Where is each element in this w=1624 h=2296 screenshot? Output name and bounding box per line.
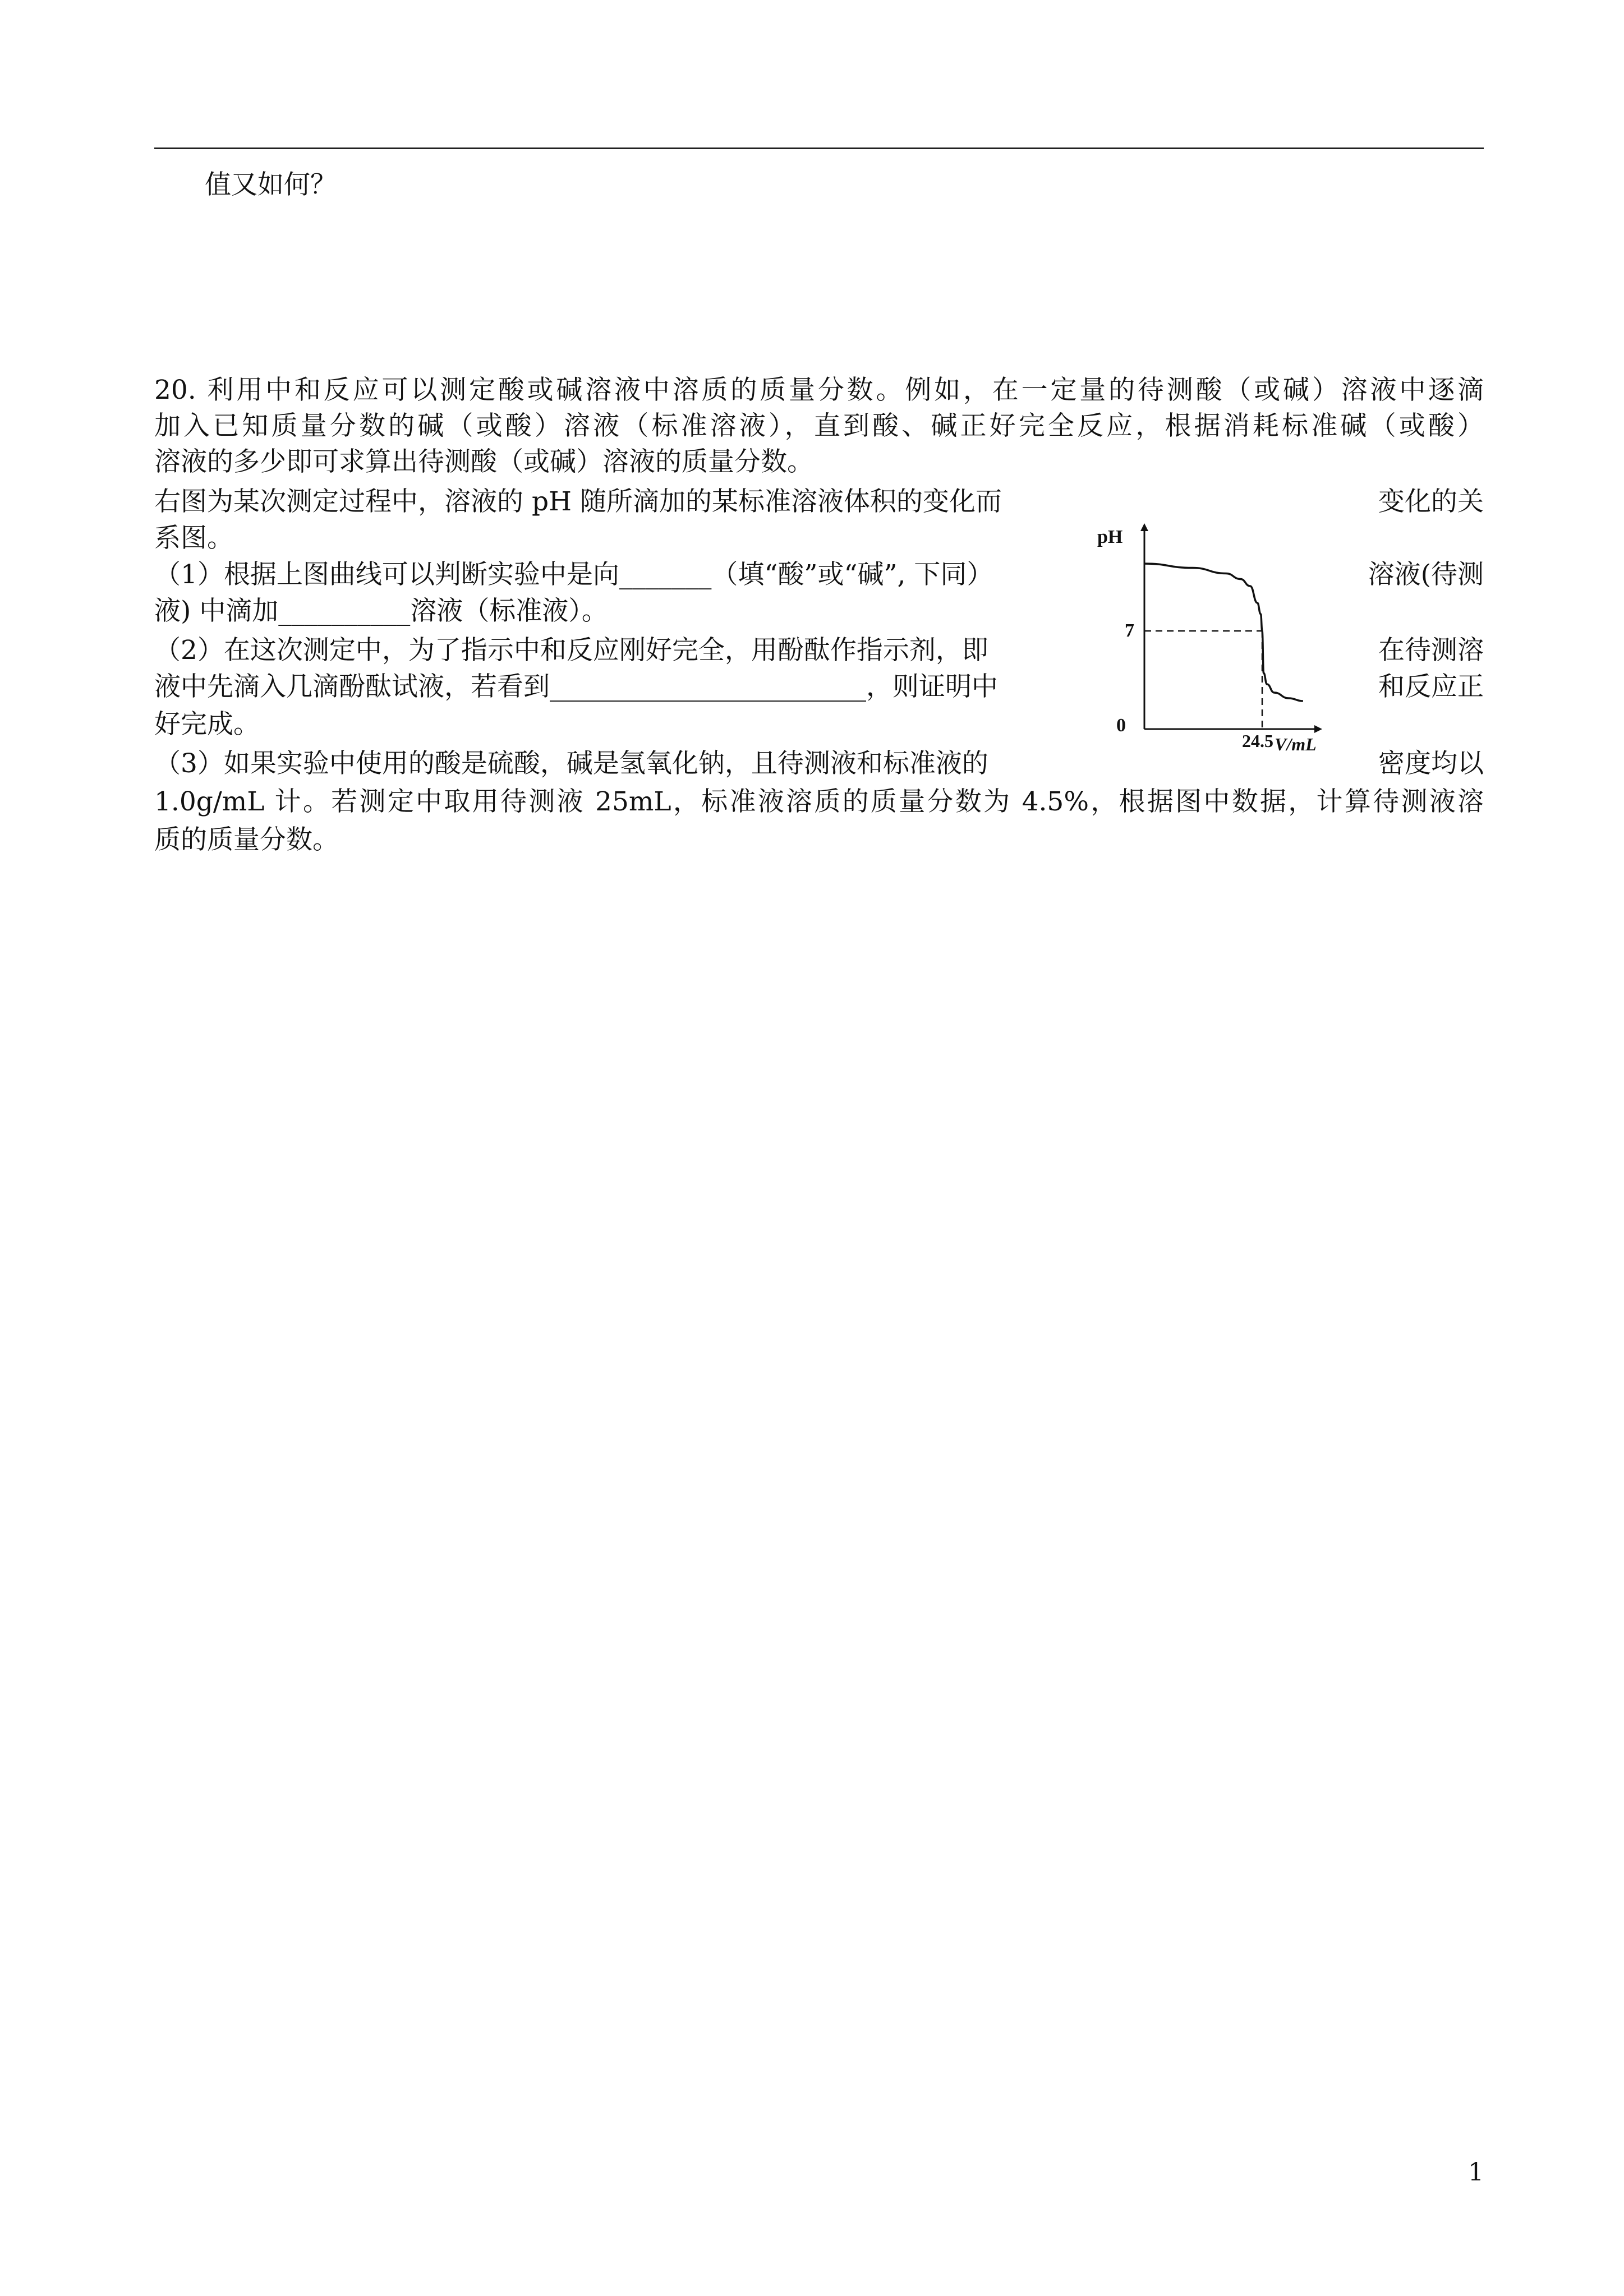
y-axis-label: pH — [1097, 527, 1123, 547]
q20-part2-cont: 好完成。 — [154, 709, 260, 740]
q20-part1-cont: 液) 中滴加__________溶液（标准液）。 — [154, 596, 608, 626]
titration-chart — [1094, 516, 1329, 757]
q20-part3-right: 密度均以 — [1378, 748, 1484, 779]
x-axis-label: V/mL — [1275, 734, 1317, 754]
q20-intro-line-2: 加入已知质量分数的碱（或酸）溶液（标准溶液），直到酸、碱正好完全反应，根据消耗标准碱（或酸） — [154, 411, 1484, 441]
q20-part3-line-3: 质的质量分数。 — [154, 824, 339, 855]
q20-part2-left: （2）在这次测定中，为了指示中和反应刚好完全，用酚酞作指示剂，即 — [154, 635, 988, 666]
q20-part2b-left: 液中先滴入几滴酚酞试液，若看到________________________，则证明中 — [154, 671, 998, 702]
header-rule — [154, 147, 1484, 149]
q20-part1-left: （1）根据上图曲线可以判断实验中是向_______（填“酸”或“碱”, 下同） — [154, 559, 993, 590]
page-number: 1 — [1468, 2158, 1484, 2187]
y-tick-7: 7 — [1125, 620, 1134, 641]
q20-desc-cont: 系图。 — [154, 523, 233, 554]
q20-desc-right: 变化的关 — [1378, 486, 1484, 517]
origin-label: 0 — [1116, 715, 1126, 736]
titration-curve — [1144, 564, 1303, 701]
x-tick-24-5: 24.5 — [1242, 731, 1273, 751]
q20-intro-line-1: 20. 利用中和反应可以测定酸或碱溶液中溶质的质量分数。例如，在一定量的待测酸（或碱）溶液中逐滴 — [154, 375, 1484, 405]
q20-intro-line-3: 溶液的多少即可求算出待测酸（或碱）溶液的质量分数。 — [154, 446, 813, 477]
q20-part3-line-2: 1.0g/mL 计。若测定中取用待测液 25mL，标准液溶质的质量分数为 4.5%，根据图中数据，计算待测液溶 — [154, 786, 1484, 817]
continuation-text: 值又如何？ — [205, 169, 337, 200]
q20-desc-left: 右图为某次测定过程中，溶液的 pH 随所滴加的某标准溶液体积的变化而 — [154, 486, 1002, 517]
q20-part3-left: （3）如果实验中使用的酸是硫酸，碱是氢氧化钠，且待测液和标准液的 — [154, 748, 988, 779]
q20-part2b-right: 和反应正 — [1378, 671, 1484, 702]
q20-part1-right: 溶液(待测 — [1368, 559, 1484, 590]
q20-part2-right: 在待测溶 — [1378, 635, 1484, 666]
